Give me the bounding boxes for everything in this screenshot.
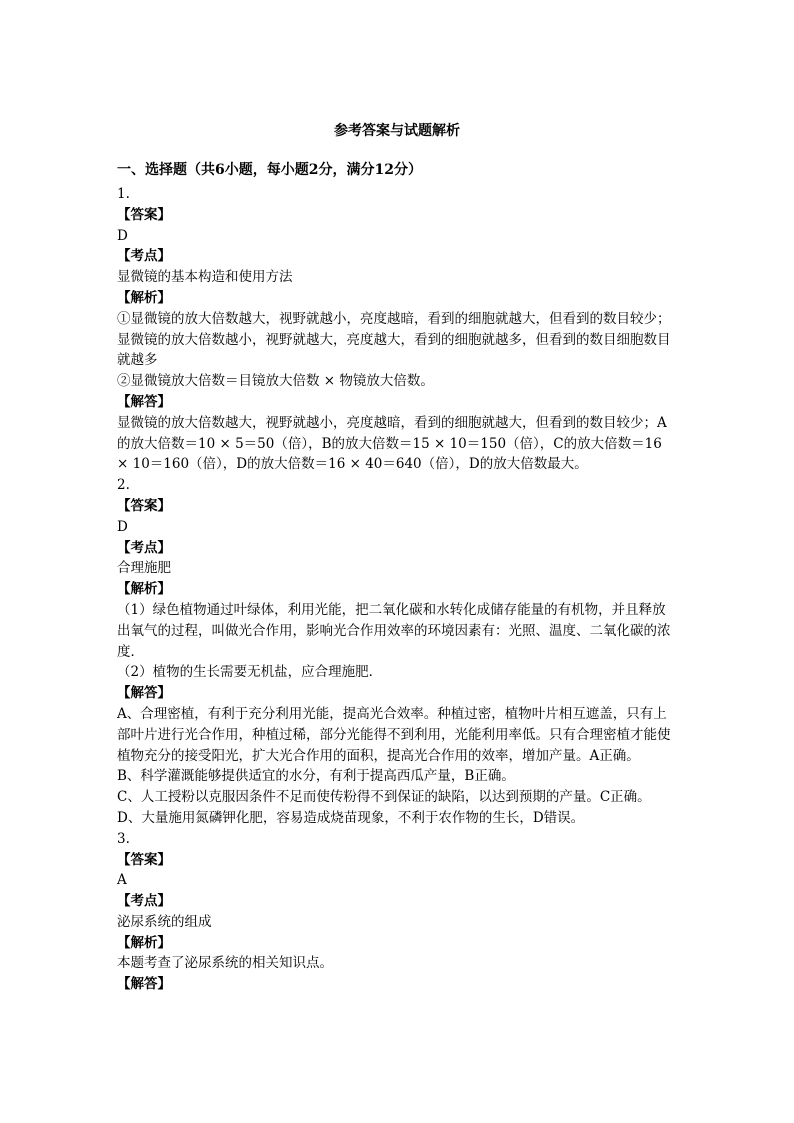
question-3 [117, 829, 677, 995]
analysis-text: ②显微镜放大倍数＝目镜放大倍数 × 物镜放大倍数。 [117, 373, 434, 390]
solution-label: 【解答】 [117, 685, 171, 702]
solution-text: B、科学灌溉能够提供适宜的水分，有利于提高西瓜产量，B正确。 [117, 768, 515, 785]
solution-text: A、合理密植，有利于充分利用光能，提高光合效率。种植过密，植物叶片相互遮盖，只有上部叶片进行光合作用，种植过稀，部分光能得不到利用，光能利用率低。只有合理密植才能使植物充分的接受阳光，扩大光合作用的面积，提高光合作用的效率，增加产量。A正确。 [117, 705, 671, 764]
analysis-label: 【解析】 [117, 934, 171, 951]
answer-value: D [117, 518, 128, 535]
point-label: 【考点】 [117, 539, 171, 556]
solution-text: 显微镜的放大倍数越大，视野就越小，亮度越暗，看到的细胞就越大，但看到的数目较少；A的放大倍数＝10 × 5＝50（倍），B的放大倍数＝15 × 10＝150（倍），C的放大倍数＝16 × 10＝160（倍），D的放大倍数＝16 × 40＝640（倍），D的放大倍数最大。 [117, 414, 667, 473]
analysis-text: ①显微镜的放大倍数越大，视野就越小，亮度越暗，看到的细胞就越大，但看到的数目较少；显微镜的放大倍数越小，视野就越大，亮度越大，看到的细胞就越多，但看到的数目细胞数目就越多 [117, 310, 671, 369]
answer-label: 【答案】 [117, 497, 171, 514]
page-title: 参考答案与试题解析 [334, 123, 460, 139]
analysis-label: 【解析】 [117, 289, 171, 306]
answer-value: A [117, 872, 127, 889]
analysis-text: 本题考查了泌尿系统的相关知识点。 [117, 955, 333, 972]
point-value: 显微镜的基本构造和使用方法 [117, 269, 293, 286]
solution-text: D、大量施用氮磷钾化肥，容易造成烧苗现象，不利于农作物的生长，D错误。 [117, 809, 585, 826]
question-number: 3. [117, 830, 130, 847]
document-body [117, 160, 677, 995]
solution-text: C、人工授粉以克服因条件不足而使传粉得不到保证的缺陷，以达到预期的产量。C正确。 [117, 789, 651, 806]
analysis-text: （1）绿色植物通过叶绿体，利用光能，把二氧化碳和水转化成储存能量的有机物，并且释放出氧气的过程，叫做光合作用，影响光合作用效率的环境因素有：光照、温度、二氧化碳的浓度． [117, 601, 671, 660]
point-label: 【考点】 [117, 248, 171, 265]
answer-label: 【答案】 [117, 851, 171, 868]
solution-label: 【解答】 [117, 393, 171, 410]
analysis-text: （2）植物的生长需要无机盐，应合理施肥． [117, 664, 383, 681]
answer-value: D [117, 227, 128, 244]
point-value: 泌尿系统的组成 [117, 913, 212, 930]
section-heading: 一、选择题（共6小题，每小题2分，满分12分） [117, 162, 422, 178]
question-number: 1. [117, 186, 130, 202]
question-number: 2. [117, 477, 130, 494]
question-2 [117, 475, 677, 829]
point-label: 【考点】 [117, 893, 171, 910]
solution-label: 【解答】 [117, 976, 171, 993]
point-value: 合理施肥 [117, 560, 171, 577]
question-1 [117, 184, 677, 475]
analysis-label: 【解析】 [117, 581, 171, 598]
answer-label: 【答案】 [117, 206, 171, 223]
